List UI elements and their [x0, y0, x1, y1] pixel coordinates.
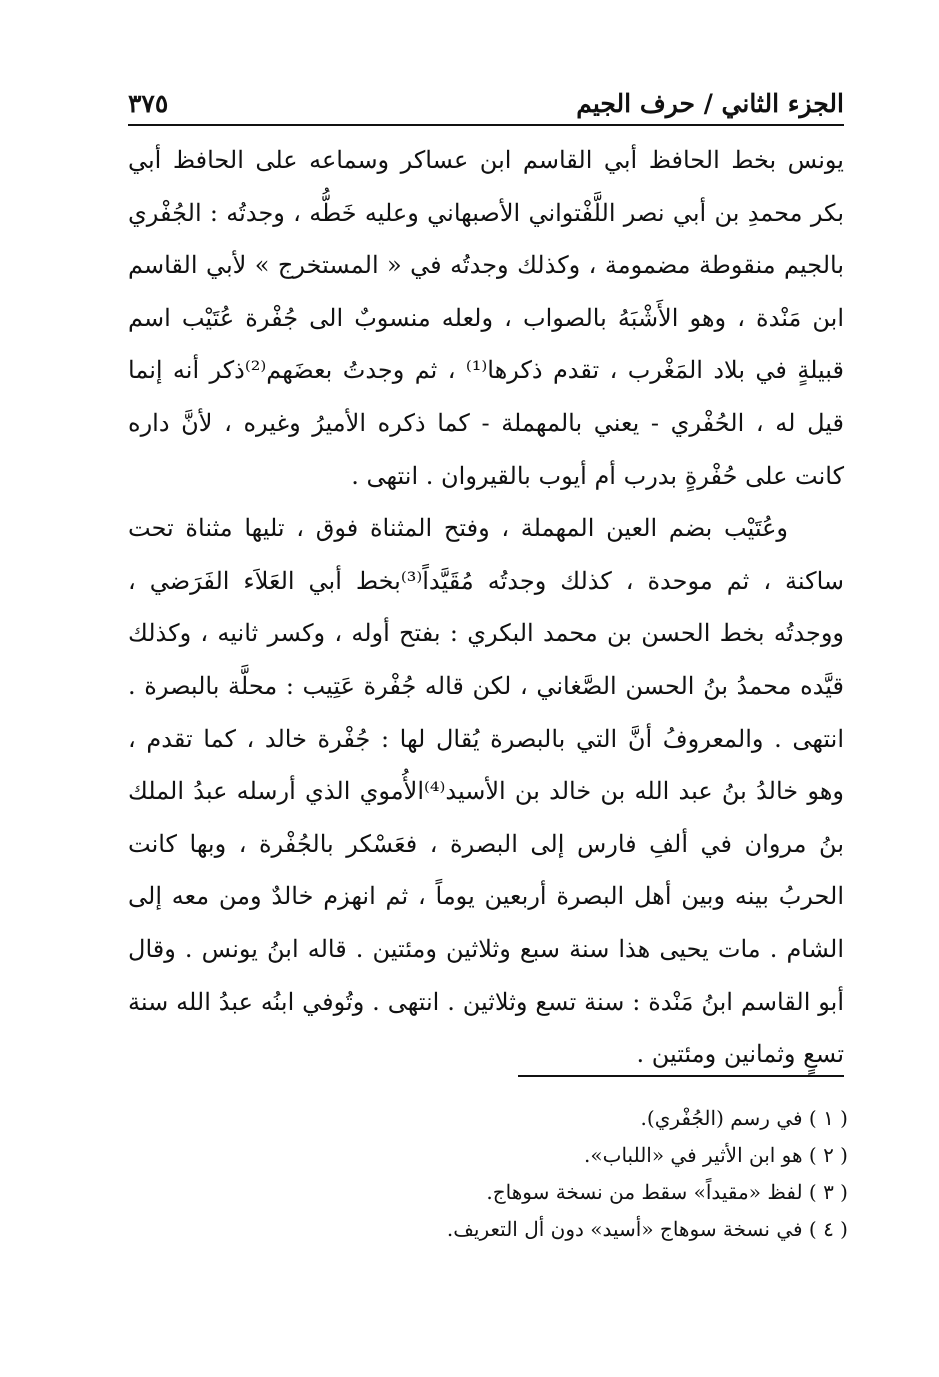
header-title: الجزء الثاني / حرف الجيم [576, 89, 844, 118]
footnote: ( ٤ ) في نسخة سوهاج «أسيد» دون أل التعريف. [446, 1217, 848, 1241]
footnote: ( ٢ ) هو ابن الأثير في «اللباب». [584, 1143, 848, 1167]
paragraph: يونس بخط الحافظ أبي القاسم ابن عساكر وسماعه على الحافظ أبي بكر محمدِ بن أبي نصر اللَّفْتواني الأصبهاني وعليه خَطُّه ، وجدتُه : الجُفْري بالجيم منقوطة مضمومة ، وكذلك وجدتُه في « المستخرج » لأبي القاسم ابن مَنْدة ، وهو الأَشْبَهُ بالصواب ، ولعله منسوبٌ الى جُفْرة عُتَيْب اسم قبيلةٍ في بلاد المَغْرب ، تقدم ذكرها⁽¹⁾ ، ثم وجدتُ بعضَهم⁽²⁾ذكر أنه إنما قيل له ، الحُفْري - يعني بالمهملة - كما ذكره الأميرُ وغيره ، لأنَّ داره كانت على حُفْرةٍ بدرب أم أيوب بالقيروان . انتهى . [128, 146, 844, 490]
header-divider [128, 124, 844, 126]
main-text [128, 134, 844, 1081]
footnote-divider [518, 1075, 844, 1077]
footnote: ( ٣ ) لفظ «مقيداً» سقط من نسخة سوهاج. [486, 1180, 848, 1204]
running-header [128, 78, 844, 118]
page-number: ٣٧٥ [128, 89, 169, 118]
paragraph: وعُتَيْب بضم العين المهملة ، وفتح المثناة فوق ، تليها مثناة تحت ساكنة ، ثم موحدة ، كذلك وجدتُه مُقَيَّداً⁽³⁾بخط أبي العَلاَء الفَرَضي ، ووجدتُه بخط الحسن بن محمد البكري : بفتح أوله ، وكسر ثانيه ، وكذلك قيَّده محمدُ بنُ الحسن الصَّغاني ، لكن قاله جُفْرة عَتِيب : محلَّة بالبصرة . انتهى . والمعروفُ أنَّ التي بالبصرة يُقال لها : جُفْرة خالد ، كما تقدم ، وهو خالدُ بنُ عبد الله بن خالد بن الأسيد⁽⁴⁾الأُموي الذي أرسله عبدُ الملك بنُ مروان في ألفِ فارس إلى البصرة ، فعَسْكر بالجُفْرة ، وبها كانت الحربُ بينه وبين أهل البصرة أربعين يوماً ، ثم انهزم خالدٌ ومن معه إلى الشام . مات يحيى هذا سنة سبع وثلاثين ومئتين . قاله ابنُ يونس . وقال أبو القاسم ابنُ مَنْدة : سنة تسع وثلاثين . انتهى . وتُوفي ابنُه عبدُ الله سنة تسعٍ وثمانين ومئتين . [128, 514, 844, 1069]
footnote: ( ١ ) في رسم (الجُفْري). [640, 1106, 848, 1130]
footnotes [300, 1100, 848, 1248]
